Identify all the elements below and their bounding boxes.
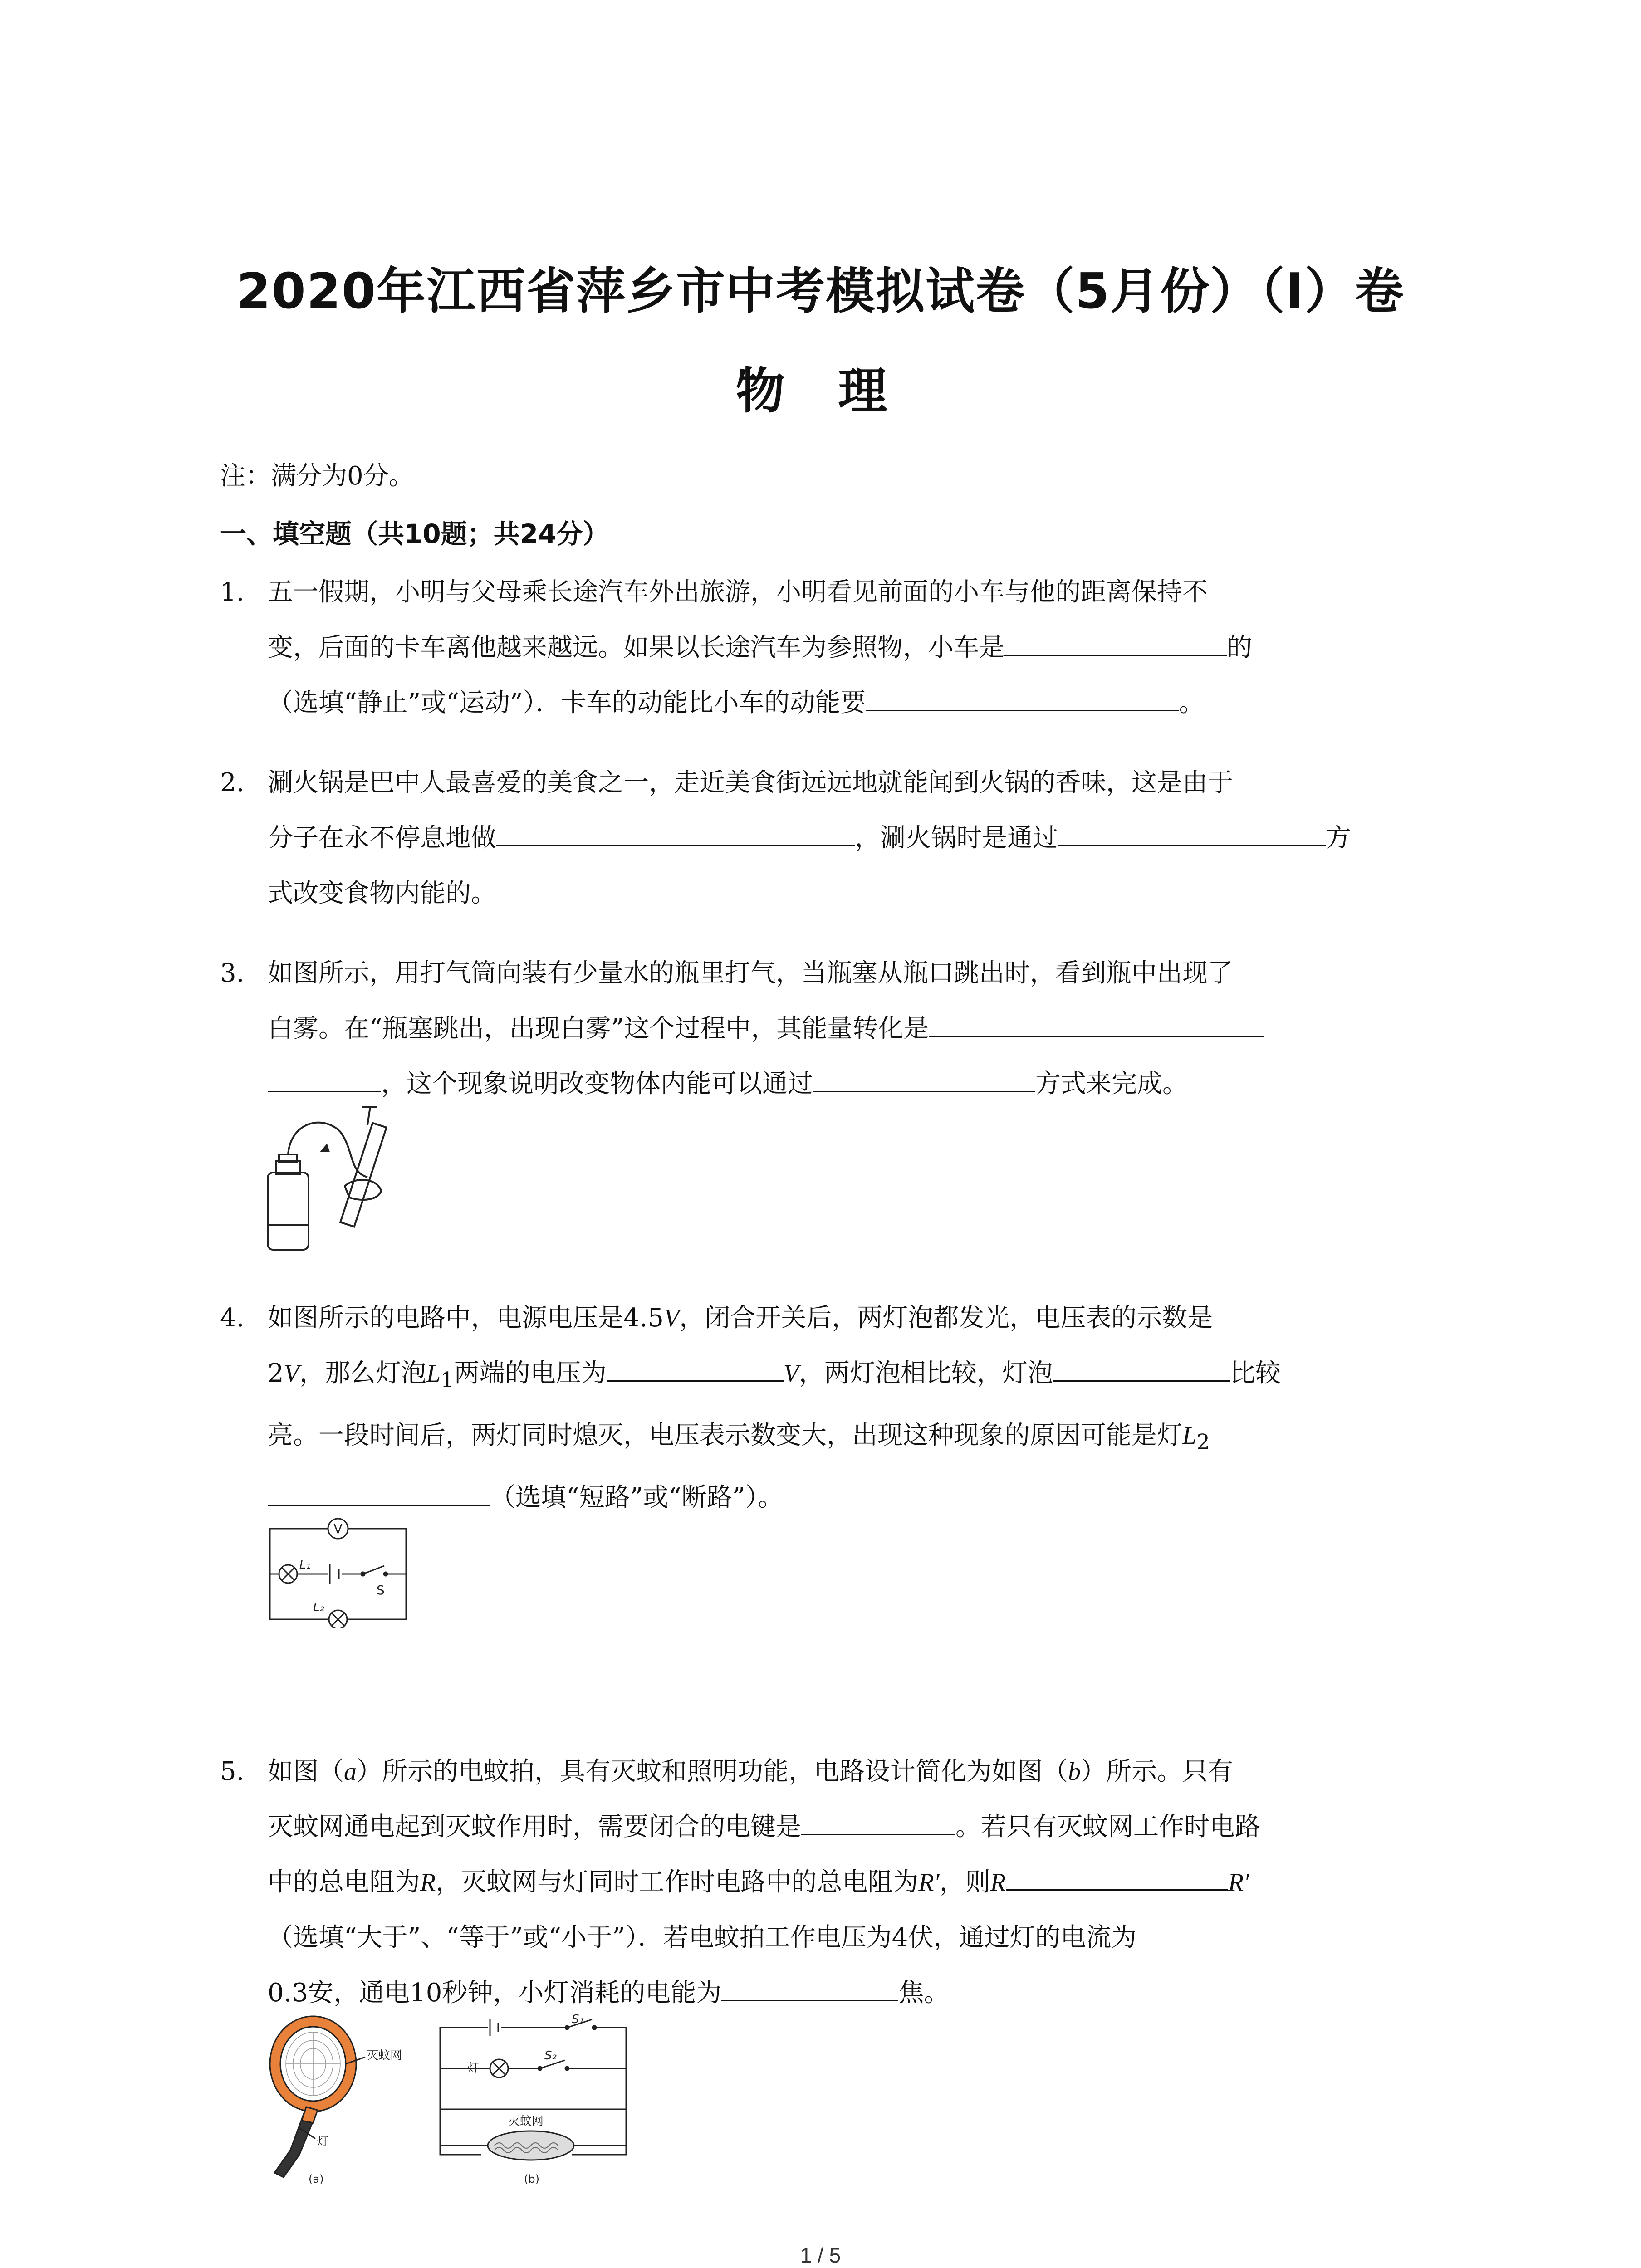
s1-label: S₁ bbox=[572, 2014, 584, 2026]
figure-a-caption: (a) bbox=[309, 2173, 324, 2185]
page-number: 1 / 5 bbox=[800, 2244, 841, 2267]
score-note: 注：满分为0分。 bbox=[220, 461, 414, 491]
question-line: 分子在永不停息地做 ，涮火锅时是通过 方 bbox=[268, 823, 1351, 853]
question-2 bbox=[220, 755, 1454, 921]
question-line: 式改变食物内能的。 bbox=[268, 879, 496, 908]
subject-title: 物 理 bbox=[735, 363, 906, 420]
question-number: 5. bbox=[220, 1757, 245, 1786]
answer-blank[interactable] bbox=[866, 689, 1179, 711]
bottle-body bbox=[268, 1173, 309, 1250]
answer-blank[interactable] bbox=[721, 1979, 898, 2001]
answer-blank[interactable] bbox=[1058, 824, 1326, 846]
question-line: 0.3安，通电10秒钟，小灯消耗的电能为 焦。 bbox=[268, 1978, 950, 2008]
question-4 bbox=[220, 1290, 1454, 1525]
answer-blank[interactable] bbox=[1053, 1359, 1230, 1382]
question-number: 4. bbox=[220, 1303, 245, 1333]
answer-blank[interactable] bbox=[268, 1070, 381, 1092]
lamp-label: 灯 bbox=[317, 2135, 329, 2149]
question-3 bbox=[220, 946, 1454, 1112]
question-line: 2V，那么灯泡$L_1$两端的电压为 V，两灯泡相比较，灯泡 比较 bbox=[268, 1359, 1281, 1393]
answer-blank[interactable] bbox=[929, 1015, 1264, 1037]
question-line: 如图所示的电路中，电源电压是4.5V，闭合开关后，两灯泡都发光，电压表的示数是 bbox=[268, 1303, 1213, 1333]
exam-title: 2020年江西省萍乡市中考模拟试卷（5月份）（I）卷 bbox=[236, 263, 1405, 320]
lamp-b-label: 灯 bbox=[467, 2062, 480, 2075]
question-line: （选填“大于”、“等于”或“小于”）．若电蚊拍工作电压为4伏，通过灯的电流为 bbox=[268, 1923, 1137, 1952]
question-line: 亮。一段时间后，两灯同时熄灭，电压表示数变大，出现这种现象的原因可能是灯$L_2$ bbox=[268, 1421, 1210, 1455]
question-line: 白雾。在“瓶塞跳出，出现白雾”这个过程中，其能量转化是 bbox=[220, 1001, 1454, 1056]
answer-blank[interactable] bbox=[268, 1484, 490, 1506]
figure-b-caption: (b) bbox=[524, 2173, 539, 2185]
question-line: 如图（a）所示的电蚊拍，具有灭蚊和照明功能，电路设计简化为如图（b）所示。只有 bbox=[268, 1757, 1233, 1786]
answer-blank[interactable] bbox=[607, 1359, 784, 1382]
s2-label: S₂ bbox=[544, 2049, 557, 2063]
answer-blank[interactable] bbox=[1006, 1868, 1228, 1891]
answer-blank[interactable] bbox=[1004, 634, 1227, 656]
pump-bottle-figure bbox=[259, 1105, 413, 1254]
swatter-circuit-figure bbox=[436, 2014, 635, 2186]
question-number: 2. bbox=[220, 768, 245, 797]
mosquito-swatter-figure bbox=[263, 2014, 417, 2186]
answer-blank[interactable] bbox=[801, 1813, 955, 1835]
question-number: 1. bbox=[220, 577, 245, 607]
question-line: （选填“短路”或“断路”）。 bbox=[220, 1470, 1454, 1525]
question-5 bbox=[220, 1744, 1454, 2021]
answer-blank[interactable] bbox=[813, 1070, 1035, 1092]
net-b-label: 灭蚊网 bbox=[508, 2115, 544, 2128]
switch-label: S bbox=[377, 1583, 385, 1598]
question-line: 五一假期，小明与父母乘长途汽车外出旅游，小明看见前面的小车与他的距离保持不 bbox=[268, 577, 1208, 607]
question-number: 3. bbox=[220, 958, 245, 988]
l1-label: L₁ bbox=[299, 1558, 311, 1572]
question-line: 如图所示，用打气筒向装有少量水的瓶里打气，当瓶塞从瓶口跳出时，看到瓶中出现了 bbox=[268, 958, 1233, 988]
question-line: 灭蚊网通电起到灭蚊作用时，需要闭合的电键是 。若只有灭蚊网工作时电路 bbox=[268, 1812, 1260, 1842]
question-line: （选填“静止”或“运动”）．卡车的动能比小车的动能要 。 bbox=[268, 688, 1205, 718]
voltmeter-label: V bbox=[333, 1521, 343, 1536]
answer-blank[interactable] bbox=[496, 824, 855, 846]
question-line: 涮火锅是巴中人最喜爱的美食之一，走近美食街远远地就能闻到火锅的香味，这是由于 bbox=[268, 768, 1233, 797]
question-1 bbox=[220, 565, 1454, 731]
circuit-figure bbox=[265, 1515, 415, 1628]
question-line: 变，后面的卡车离他越来越远。如果以长途汽车为参照物，小车是 的 bbox=[268, 633, 1252, 662]
l2-label: L₂ bbox=[313, 1601, 324, 1614]
net-label: 灭蚊网 bbox=[367, 2049, 402, 2063]
question-line: 中的总电阻为R，灭蚊网与灯同时工作时电路中的总电阻为R′，则R R′ bbox=[268, 1867, 1249, 1897]
section-heading: 一、填空题（共10题；共24分） bbox=[220, 518, 609, 549]
question-line: ，这个现象说明改变物体内能可以通过 方式来完成。 bbox=[220, 1056, 1454, 1112]
